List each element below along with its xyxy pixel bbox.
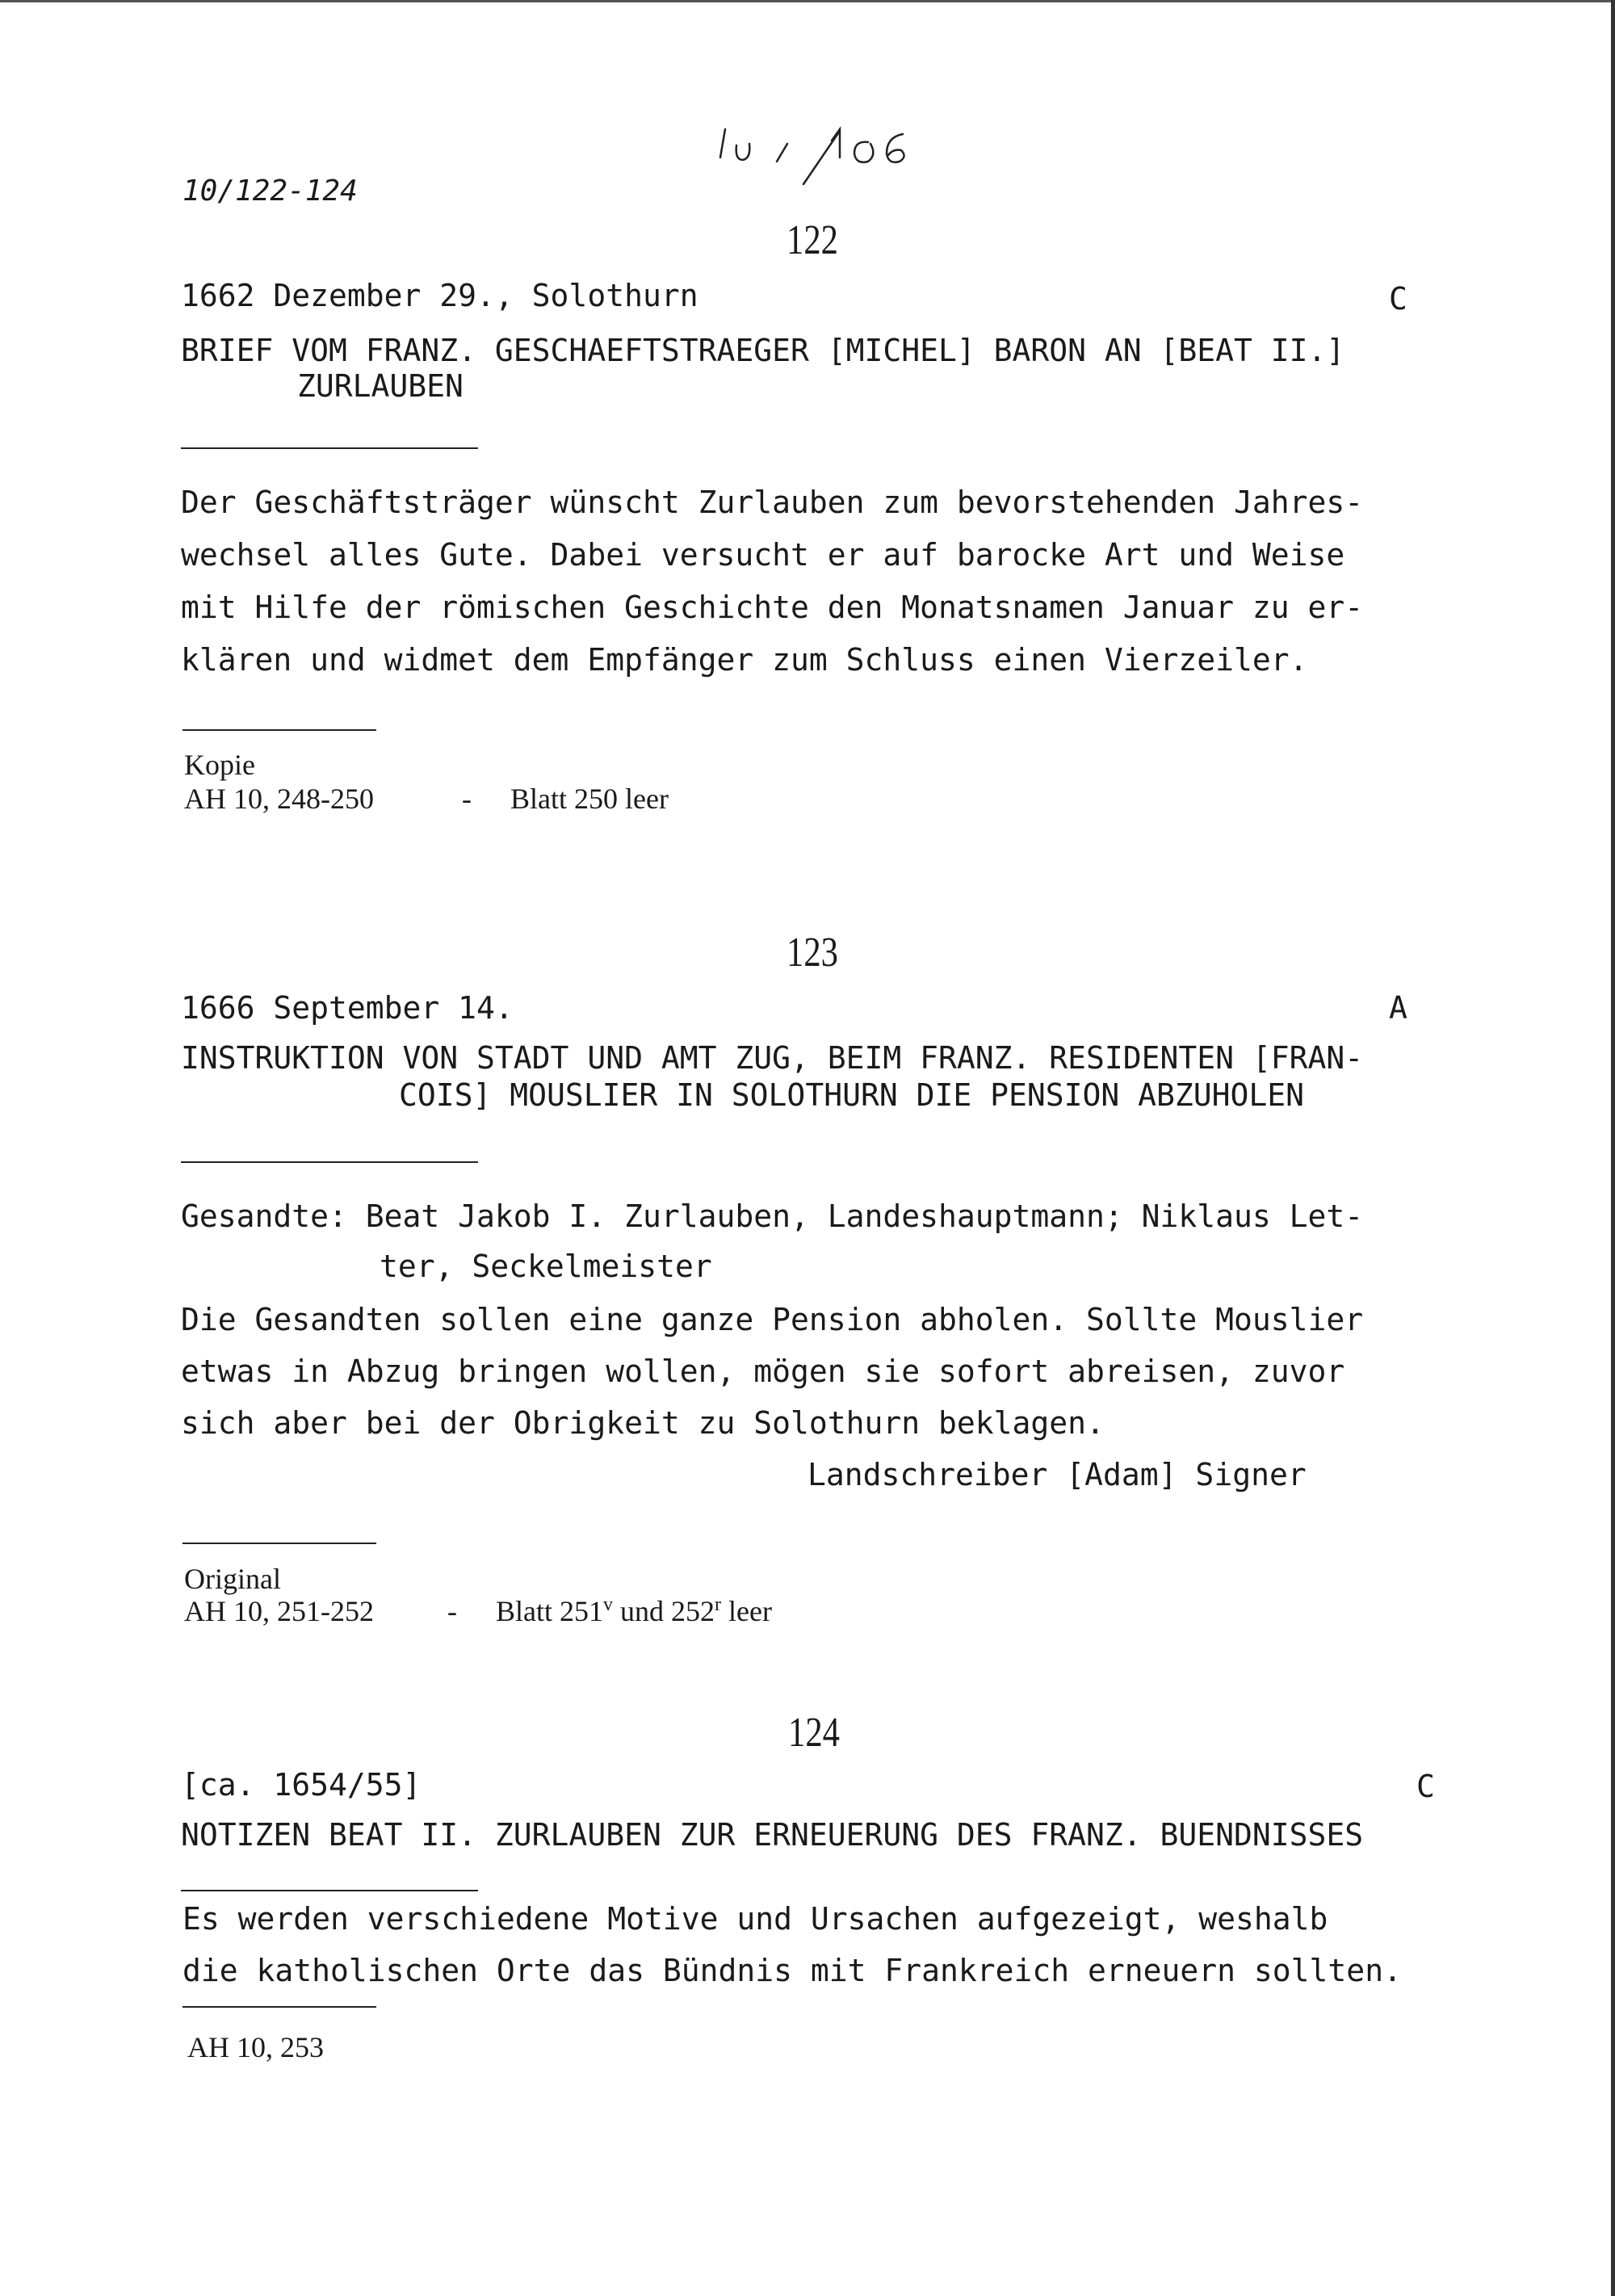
summary-line: Es werden verschiedene Motive und Ursachen aufgezeigt, weshalb xyxy=(182,1901,1328,1937)
entry-title-line: ZURLAUBEN xyxy=(297,368,464,404)
source-type: Original xyxy=(184,1563,281,1595)
entry-date: 1666 September 14. xyxy=(181,990,514,1026)
entry-number: 123 xyxy=(787,930,838,976)
source-reference: AH 10, 253 xyxy=(187,2031,324,2063)
reference-code: 10/122-124 xyxy=(182,174,358,208)
entry-title-line: BRIEF VOM FRANZ. GESCHAEFTSTRAEGER [MICHEL] BARON AN [BEAT II.] xyxy=(181,333,1345,368)
entry-date: 1662 Dezember 29., Solothurn xyxy=(181,278,698,313)
source-reference: AH 10, 248-250 xyxy=(184,783,374,815)
divider xyxy=(182,1543,376,1544)
entry-number: 122 xyxy=(787,217,838,263)
signature-line: Landschreiber [Adam] Signer xyxy=(808,1457,1307,1492)
source-note: Blatt 251$^v$ und 252$^r$ leer xyxy=(496,1594,772,1627)
divider xyxy=(181,1161,478,1163)
entry-number: 124 xyxy=(788,1710,840,1756)
divider xyxy=(181,447,478,449)
entry-code: A xyxy=(1389,990,1407,1026)
summary-line: die katholischen Orte das Bündnis mit Frankreich erneuern sollten. xyxy=(182,1953,1402,1988)
handwritten-annotation xyxy=(711,113,921,194)
summary-line: Der Geschäftsträger wünscht Zurlauben zum bevorstehenden Jahres- xyxy=(181,485,1364,520)
source-dash: - xyxy=(462,783,472,815)
entry-title-line: COIS] MOUSLIER IN SOLOTHURN DIE PENSION ABZUHOLEN xyxy=(399,1077,1305,1113)
source-type: Kopie xyxy=(184,749,255,781)
divider xyxy=(182,729,376,731)
entry-title-line: INSTRUKTION VON STADT UND AMT ZUG, BEIM FRANZ. RESIDENTEN [FRAN- xyxy=(181,1040,1364,1076)
page-border-top xyxy=(0,0,1615,2)
summary-line: wechsel alles Gute. Dabei versucht er auf barocke Art und Weise xyxy=(181,537,1345,573)
entry-date: [ca. 1654/55] xyxy=(181,1767,422,1803)
entry-code: C xyxy=(1389,281,1407,317)
source-dash: - xyxy=(447,1595,457,1627)
summary-line: etwas in Abzug bringen wollen, mögen sie sofort abreisen, zuvor xyxy=(181,1354,1345,1389)
summary-line: sich aber bei der Obrigkeit zu Solothurn beklagen. xyxy=(181,1405,1105,1441)
divider xyxy=(181,1890,478,1891)
entry-title-line: NOTIZEN BEAT II. ZURLAUBEN ZUR ERNEUERUNG DES FRANZ. BUENDNISSES xyxy=(181,1817,1364,1853)
summary-line: Die Gesandten sollen eine ganze Pension abholen. Sollte Mouslier xyxy=(181,1302,1364,1337)
page-border-right xyxy=(1611,0,1615,2296)
summary-line: Gesandte: Beat Jakob I. Zurlauben, Landeshauptmann; Niklaus Let- xyxy=(181,1198,1364,1234)
divider xyxy=(182,2006,376,2008)
summary-line: mit Hilfe der römischen Geschichte den Monatsnamen Januar zu er- xyxy=(181,590,1364,625)
summary-line: ter, Seckelmeister xyxy=(380,1249,712,1284)
source-reference: AH 10, 251-252 xyxy=(184,1595,374,1627)
entry-code: C xyxy=(1416,1769,1435,1804)
source-note: Blatt 250 leer xyxy=(510,783,669,815)
summary-line: klären und widmet dem Empfänger zum Schluss einen Vierzeiler. xyxy=(181,642,1308,678)
